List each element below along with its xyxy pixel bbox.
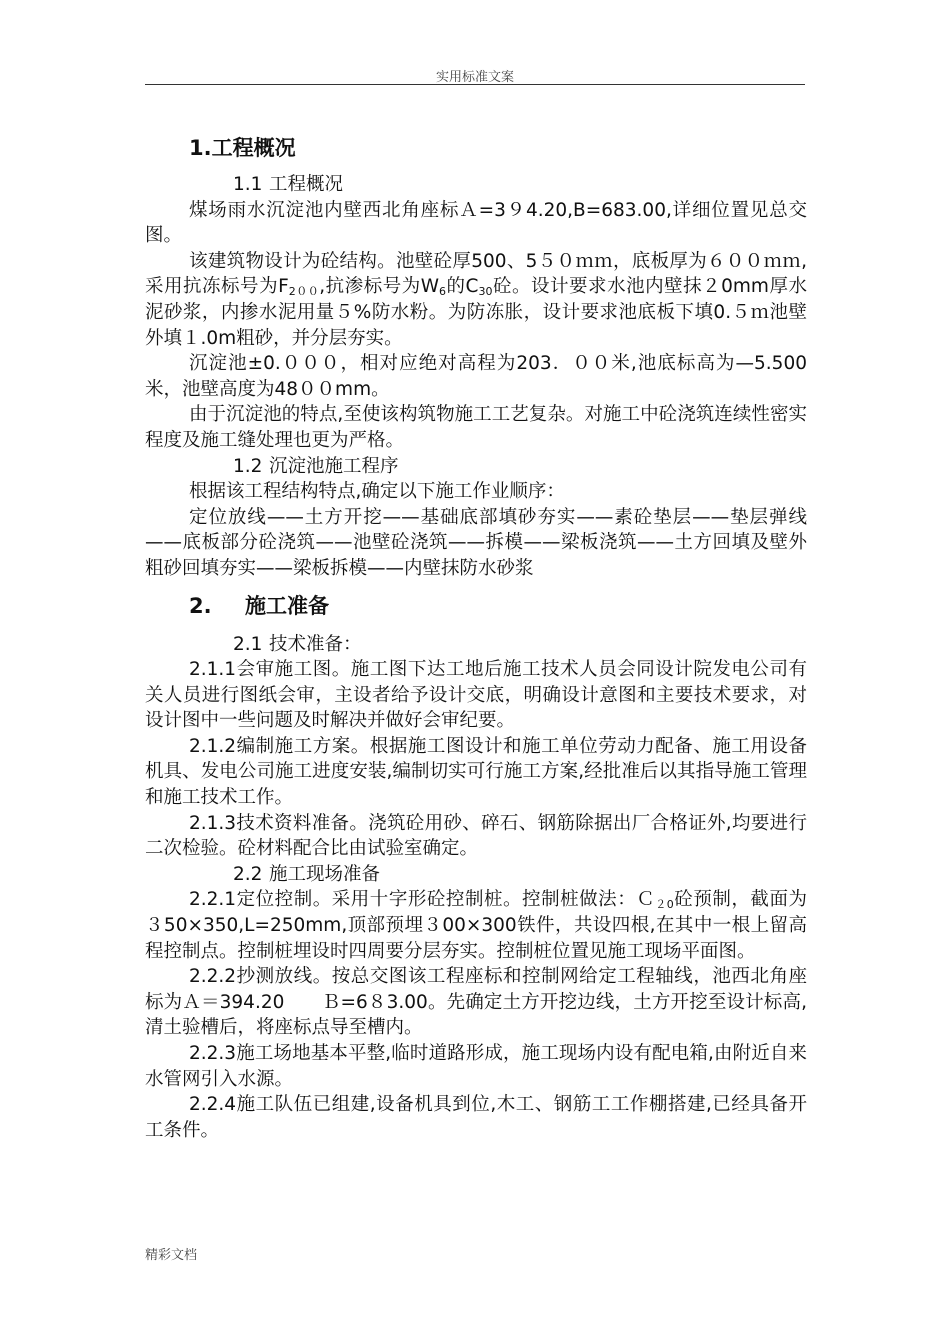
- p2-subscript-f: 2００: [288, 285, 320, 299]
- p2-text-b: ,抗渗标号为W: [319, 276, 440, 298]
- p4-text-b: 砼预制，截面为３50×350,L=250mm,顶部预埋３00×300铁件，共设四根,在其中一根上留高程控制点。控制桩埋设时四周要分层夯实。控制桩位置见施工现场平面图。: [145, 889, 807, 962]
- p2-text-d: 砼。设计要求水池内壁抹２0mm厚水泥砂浆，内掺水泥用量５%防水粉。为防冻胀，设计要求池底板下填0.５ｍ池壁外填１.0m粗砂，并分层夯实。: [145, 276, 807, 349]
- p2-text-c: 的C: [446, 276, 479, 298]
- p2-text-a: 该建筑物设计为砼结构。池壁砼厚500、5５０ｍｍ，底板厚为６００ｍｍ,采用抗冻标号为F: [145, 250, 807, 298]
- p4-text-a: 2.2.1定位控制。采用十字形砼控制桩。控制桩做法：Ｃ: [189, 889, 656, 911]
- p2-subscript-w: 6: [439, 285, 447, 299]
- subsection-2-2: [145, 862, 807, 888]
- header-rule: [145, 84, 805, 85]
- subsection-1-2-number: 1.2: [233, 455, 263, 477]
- paragraph-2-1-1: 2.1.1会审施工图。施工图下达工地后施工技术人员会同设计院发电公司有关人员进行图纸会审，主设者给予设计交底，明确设计意图和主要技术要求，对设计图中一些问题及时解决并做好会审纪要。: [145, 659, 807, 732]
- paragraph-2-2-3: 2.2.3施工场地基本平整,临时道路形成，施工现场内设有配电箱,由附近自来水管网引入水源。: [145, 1043, 807, 1090]
- section-2-number: 2.: [189, 593, 212, 618]
- paragraph-1-1-1: 煤场雨水沉淀池内壁西北角座标Ａ=3９4.20,B=683.00,详细位置见总交图。: [145, 199, 807, 247]
- p2-subscript-c: 30: [478, 285, 493, 299]
- paragraph-2-1-3: 2.1.3技术资料准备。浇筑砼用砂、碎石、钢筋除据出厂合格证外,均要进行二次检验。砼材料配合比由试验室确定。: [145, 812, 807, 860]
- subsection-1-1-title: 工程概况: [269, 174, 344, 195]
- paragraph-1-2-2: 定位放线——土方开挖——基础底部填砂夯实——素砼垫层——垫层弹线——底板部分砼浇筑——池壁砼浇筑——拆模——梁板浇筑——土方回填及壁外粗砂回填夯实——梁板拆模——内壁抹防水砂浆: [145, 506, 807, 579]
- paragraph-2-2-2: 2.2.2抄测放线。按总交图该工程座标和控制网给定工程轴线，池西北角座标为Ａ＝394.20 Ｂ=6８3.00。先确定土方开挖边线，土方开挖至设计标高,清土验槽后，将座标点导至槽内。: [145, 966, 807, 1039]
- paragraph-1-1-4: 由于沉淀池的特点,至使该构筑物施工工艺复杂。对施工中砼浇筑连续性密实程度及施工缝处理也更为严格。: [145, 404, 807, 451]
- page-header: 实用标准文案: [435, 70, 514, 85]
- subsection-1-2: [145, 454, 807, 480]
- paragraph-1-2-1: 根据该工程结构特点,确定以下施工作业顺序：: [189, 481, 565, 503]
- paragraph-2-2-1: [145, 887, 807, 964]
- p4-subscript: ２0: [655, 898, 674, 912]
- section-2-title: [145, 588, 807, 624]
- subsection-2-2-number: 2.2: [233, 863, 263, 885]
- subsection-2-1-title: 技术准备：: [269, 633, 362, 655]
- section-2-title-text: 施工准备: [245, 593, 329, 618]
- subsection-1-2-title: 沉淀池施工程序: [269, 455, 399, 477]
- paragraph-1-1-2: [145, 249, 807, 351]
- paragraph-1-1-3: 沉淀池±0.０００，相对应绝对高程为203．００米,池底标高为—5.500米，池壁高度为48００mm。: [145, 353, 807, 400]
- subsection-2-1-number: 2.1: [233, 633, 263, 655]
- paragraph-2-1-2: 2.1.2编制施工方案。根据施工图设计和施工单位劳动力配备、施工用设备机具、发电公司施工进度安装,编制切实可行施工方案,经批准后以其指导施工管理和施工技术工作。: [145, 735, 807, 809]
- paragraph-2-2-4: 2.2.4施工队伍已组建,设备机具到位,木工、钢筋工工作棚搭建,已经具备开工条件。: [145, 1094, 807, 1141]
- subsection-2-1: [145, 632, 807, 658]
- subsection-1-1-number: 1.1: [233, 174, 263, 195]
- document-body: [145, 130, 807, 1143]
- subsection-2-2-title: 施工现场准备: [269, 863, 381, 885]
- page-footer: 精彩文档: [145, 1248, 198, 1263]
- section-1-title: 1.工程概况: [189, 136, 296, 160]
- subsection-1-1: [145, 172, 807, 198]
